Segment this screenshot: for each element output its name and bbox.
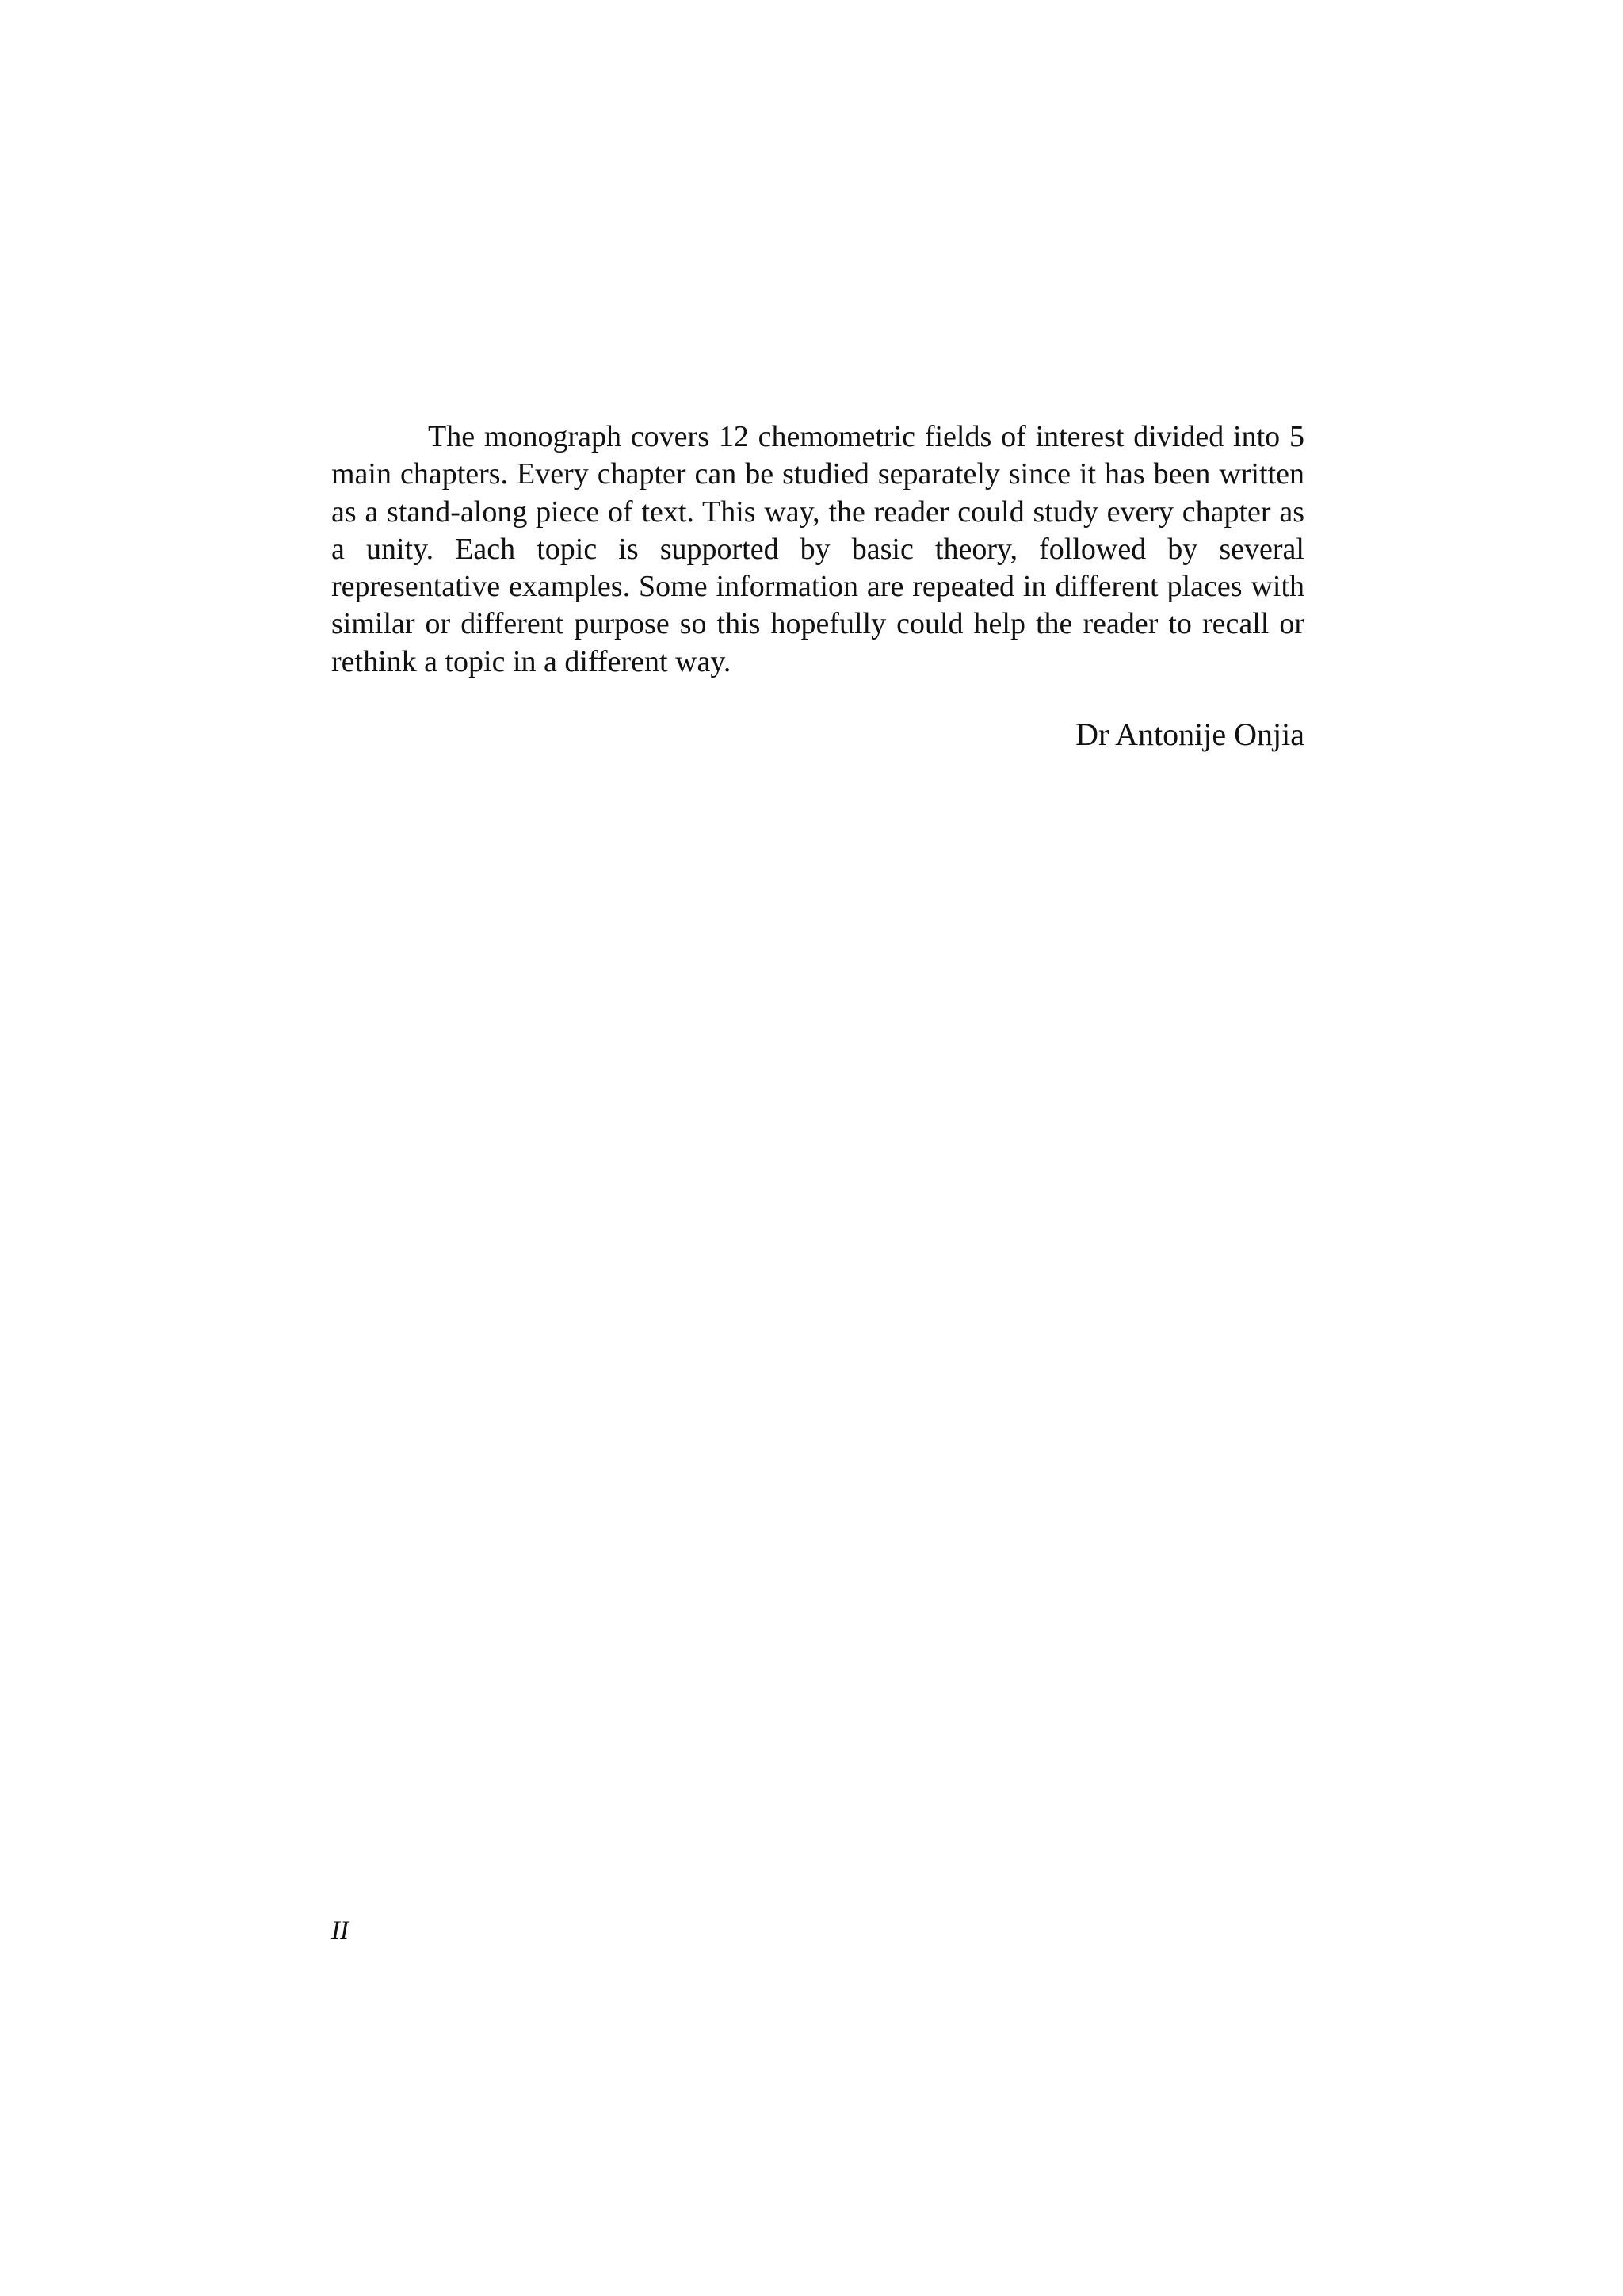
author-signature: Dr Antonije Onjia [1075, 716, 1304, 753]
preface-text-block [331, 418, 1304, 754]
preface-paragraph: The monograph covers 12 chemometric fields of interest divided into 5 main chapters. Every chapter can be studied separately since it has been written as a stand-along piece of text. This way, the reader could study every chapter as a unity. Each topic is supported by basic theory, followed by several representative examples. Some information are repeated in different places with similar or different purpose so this hopefully could help the reader to recall or rethink a topic in a different way. [331, 420, 1304, 678]
page-number: II [331, 1916, 349, 1945]
